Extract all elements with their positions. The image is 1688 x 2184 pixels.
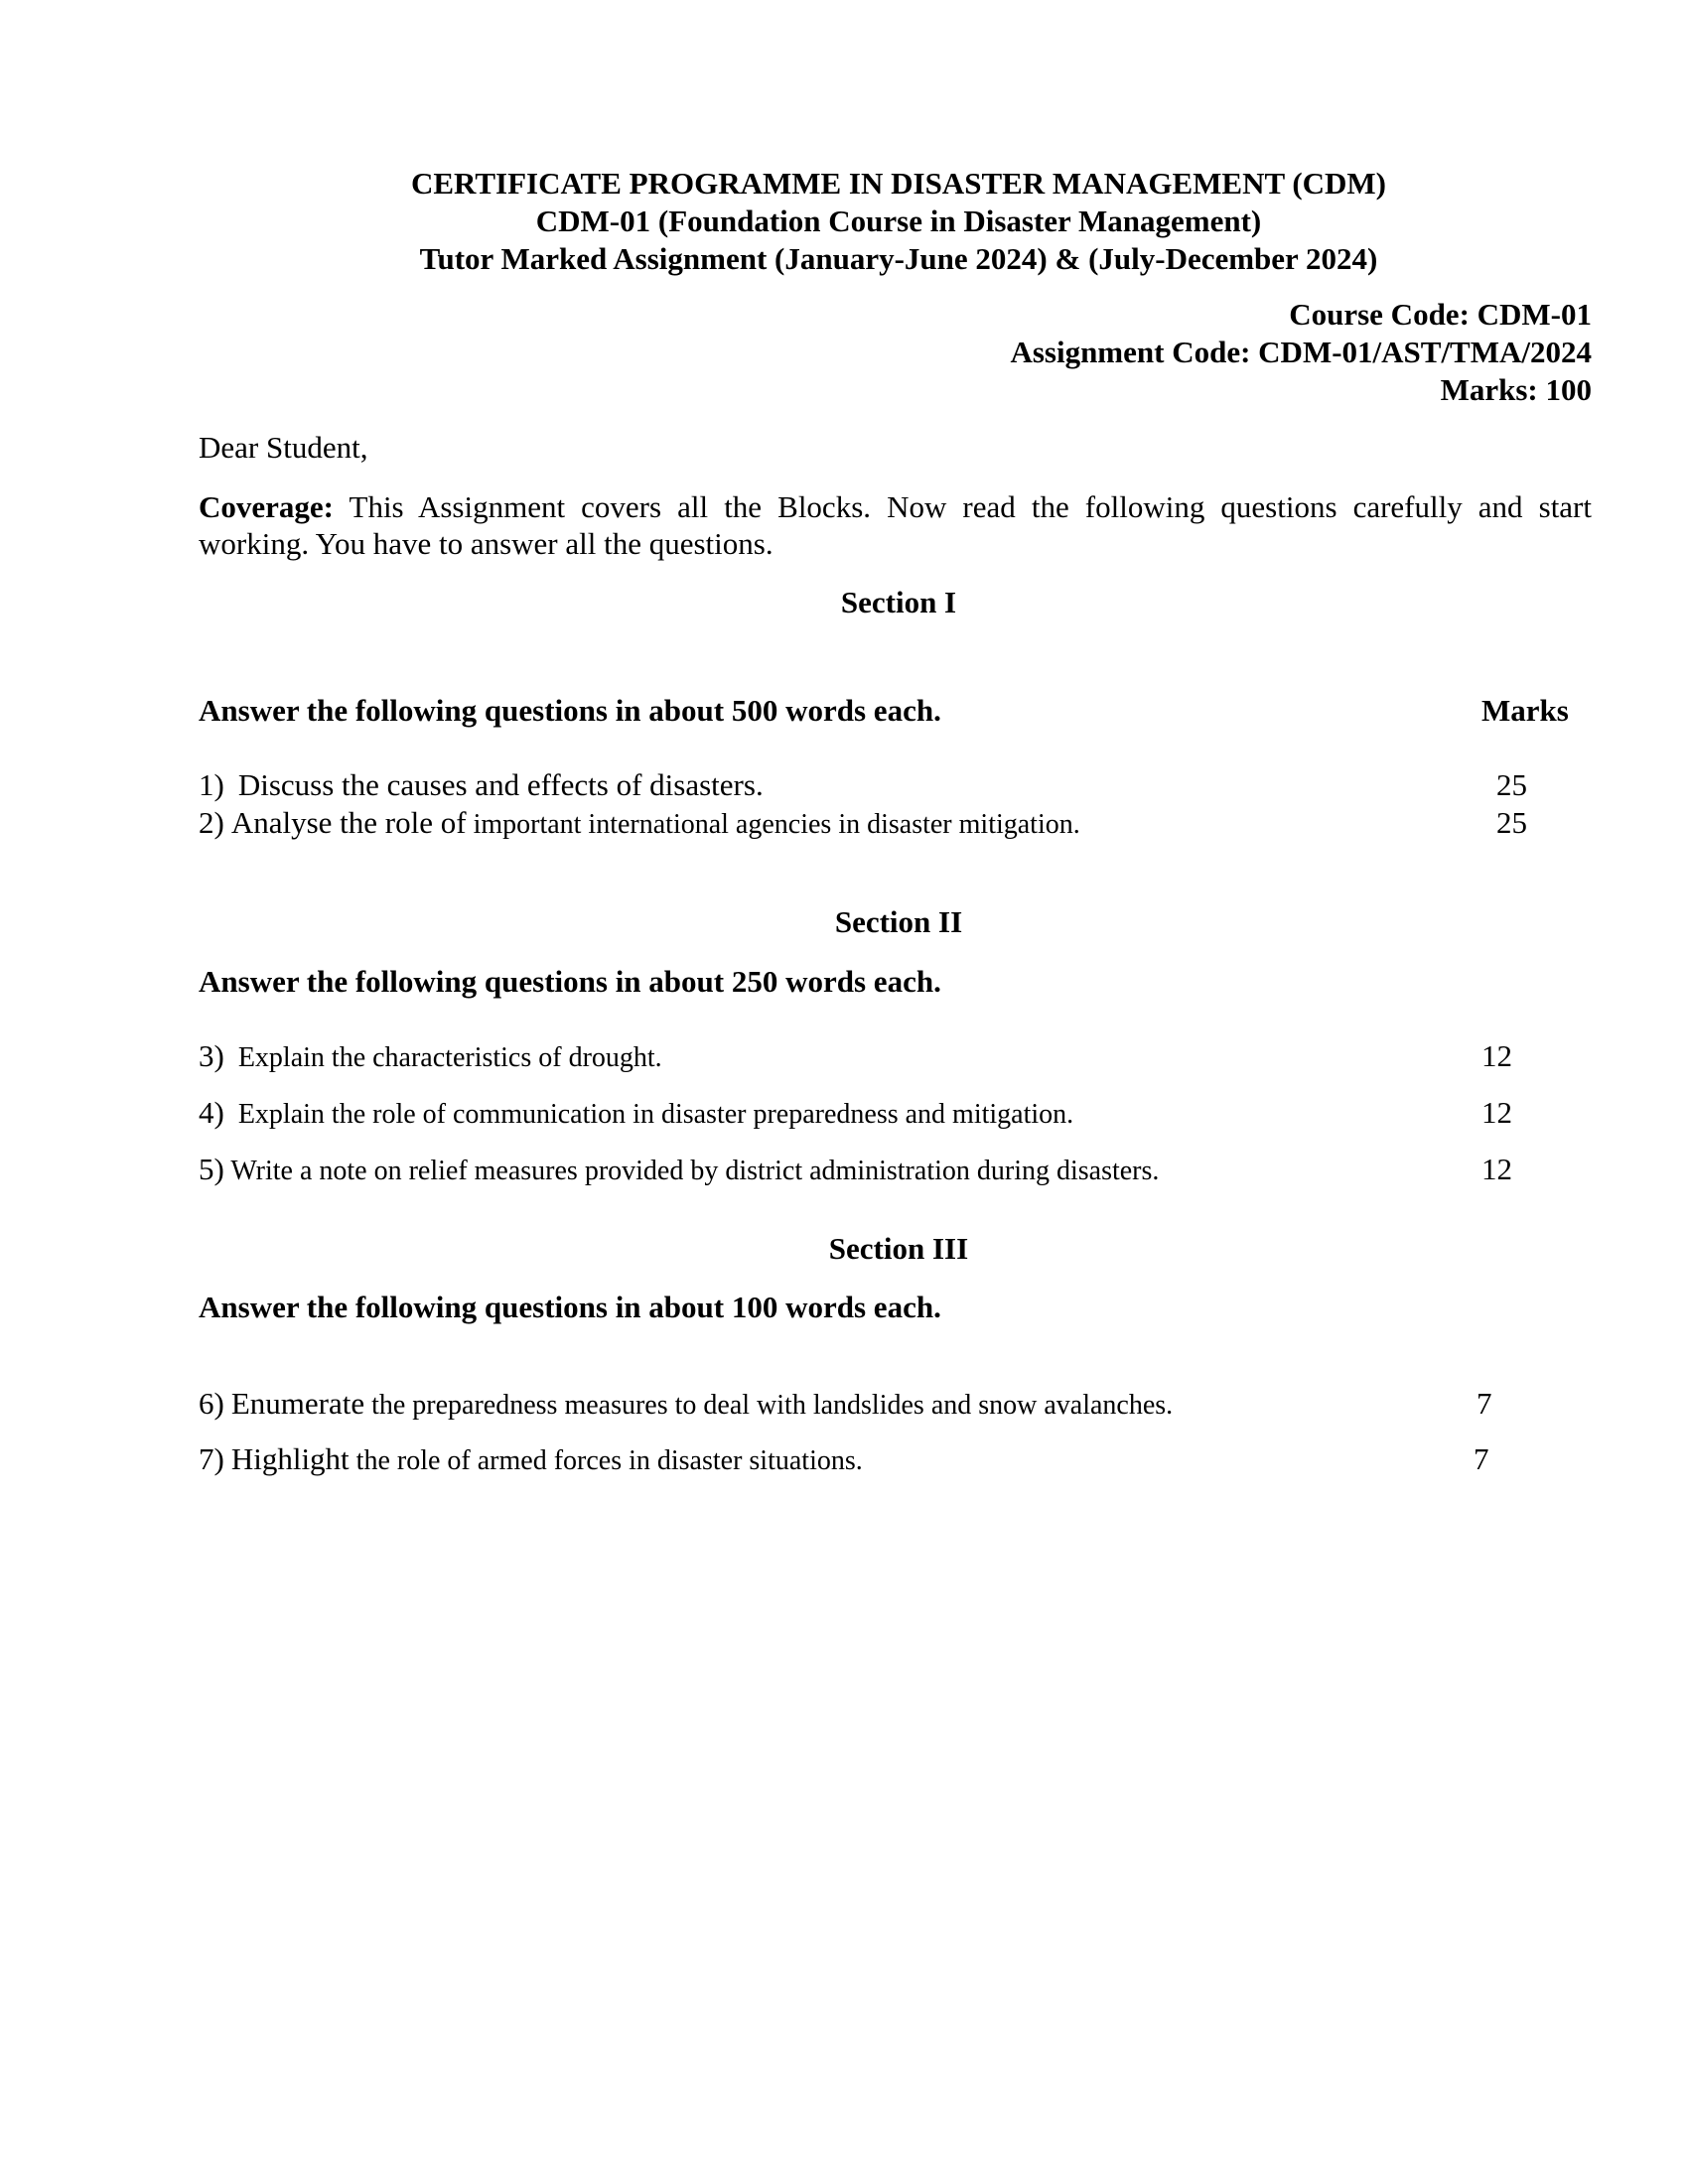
section-instruction: Answer the following questions in about 250 words each. (199, 964, 941, 999)
question-number: 3) (199, 1038, 224, 1073)
question-item (199, 1441, 863, 1479)
question-marks: 25 (1496, 767, 1527, 802)
question-marks: 7 (1477, 1386, 1492, 1421)
section-title: Section III (828, 1231, 969, 1266)
question-item (199, 1152, 1159, 1189)
question-number: 2) (199, 805, 224, 840)
question-item (199, 1095, 1073, 1133)
section-instruction: Answer the following questions in about 100 words each. (199, 1290, 941, 1324)
question-number: 7) (199, 1441, 224, 1476)
question-number: 1) (199, 767, 224, 802)
question-text: Analyse the role of (230, 805, 467, 840)
question-number: 6) (199, 1386, 224, 1421)
assignment-code: Assignment Code: CDM-01/AST/TMA/2024 (1010, 335, 1592, 369)
total-marks: Marks: 100 (1440, 372, 1592, 407)
question-text: Enumerate (230, 1386, 365, 1421)
question-marks: 12 (1481, 1095, 1512, 1130)
question-text-rest: the preparedness measures to deal with landslides and snow avalanches. (364, 1390, 1174, 1421)
coverage-text: This Assignment covers all the Blocks. Now read the following questions carefully and start working. You have to answer all the questions. (199, 489, 1592, 561)
question-marks: 7 (1474, 1441, 1489, 1476)
question-marks: 25 (1496, 805, 1527, 840)
question-item (199, 1386, 1173, 1424)
programme-title: CERTIFICATE PROGRAMME IN DISASTER MANAGEMENT (CDM) (410, 166, 1387, 201)
question-text-rest: important international agencies in disaster mitigation. (466, 809, 1080, 840)
question-text: Write a note on relief measures provided by district administration during disasters. (230, 1156, 1160, 1186)
question-marks: 12 (1481, 1038, 1512, 1073)
section-title: Section I (840, 585, 957, 619)
course-title: CDM-01 (Foundation Course in Disaster Management) (535, 204, 1262, 238)
question-number: 4) (199, 1095, 224, 1130)
question-text: Highlight (230, 1441, 350, 1476)
coverage-paragraph (199, 488, 1592, 562)
question-text: Explain the characteristics of drought. (237, 1042, 662, 1073)
question-marks: 12 (1481, 1152, 1512, 1186)
marks-column-header: Marks (1481, 693, 1569, 728)
question-text: Discuss the causes and effects of disasters. (237, 767, 764, 802)
question-item (199, 1038, 662, 1076)
question-item (199, 767, 764, 805)
greeting: Dear Student, (199, 430, 368, 465)
section-title: Section II (834, 904, 963, 939)
question-text: Explain the role of communication in disaster preparedness and mitigation. (237, 1099, 1074, 1130)
section-instruction: Answer the following questions in about 500 words each. (199, 693, 941, 728)
coverage-label: Coverage: (199, 489, 334, 524)
question-text-rest: the role of armed forces in disaster situations. (349, 1445, 863, 1476)
course-code: Course Code: CDM-01 (1289, 297, 1592, 332)
question-number: 5) (199, 1152, 224, 1186)
assignment-title: Tutor Marked Assignment (January-June 2024) & (July-December 2024) (419, 241, 1378, 276)
question-item (199, 805, 1080, 843)
